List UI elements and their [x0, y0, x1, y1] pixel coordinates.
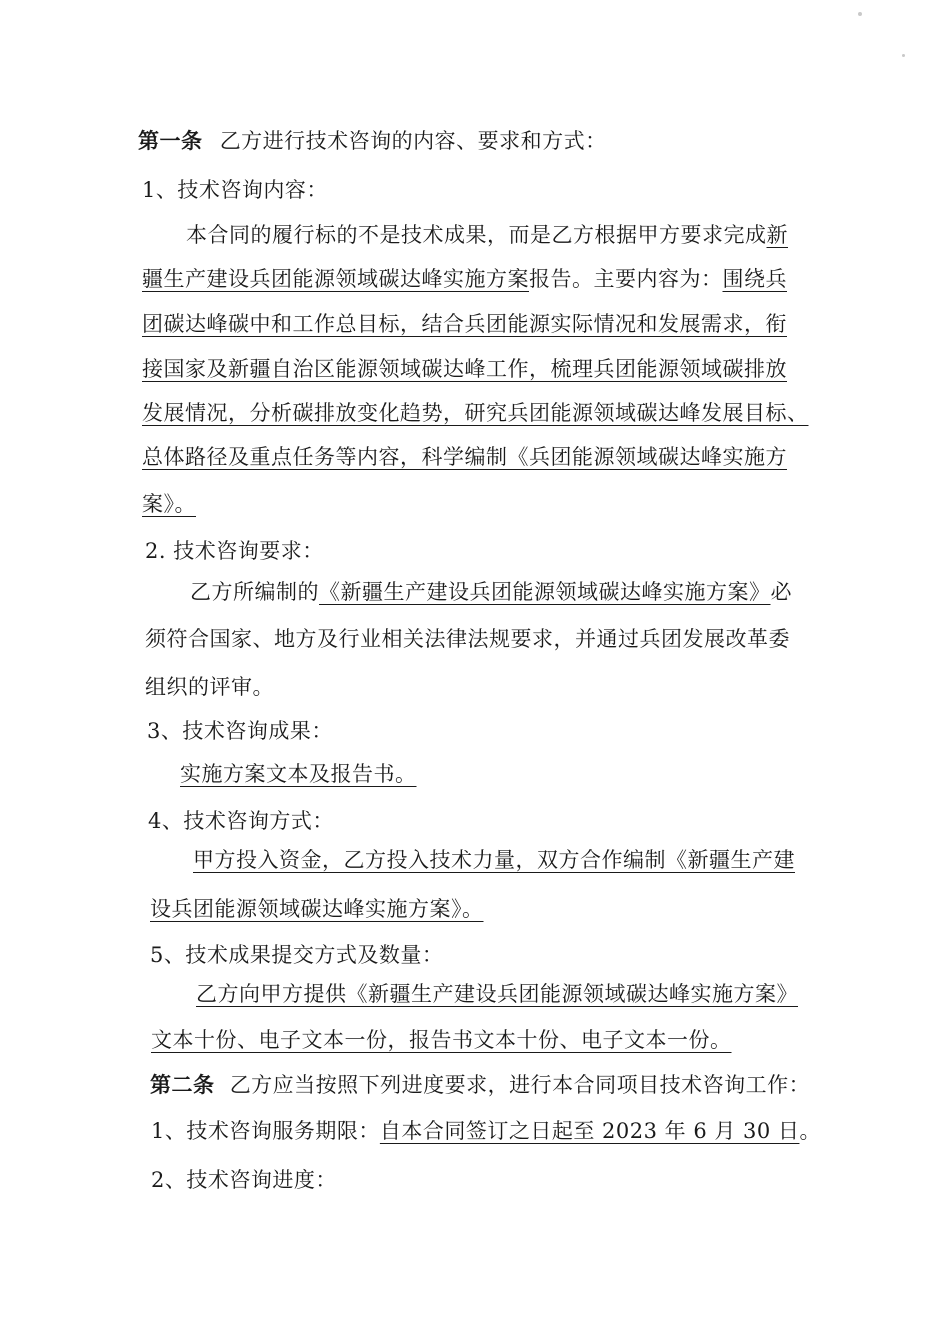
article-2-title: 乙方应当按照下列进度要求，进行本合同项目技术咨询工作： [229, 1073, 811, 1097]
item-3-paragraph-line: 实施方案文本及报告书。 [180, 762, 417, 786]
article-2-heading [150, 1071, 810, 1099]
item-1-paragraph-line: 团碳达峰碳中和工作总目标，结合兵团能源实际情况和发展需求，衔 [142, 312, 787, 336]
item-1-underlined-text: 围绕兵 [722, 267, 787, 291]
item-2-underlined-text: 《新疆生产建设兵团能源领域碳达峰实施方案》 [319, 580, 771, 604]
item-2-text: 必 [770, 580, 792, 604]
item-1-paragraph-line [142, 265, 787, 293]
item-2-heading: 2. 技术咨询要求： [145, 539, 324, 563]
item-1-paragraph-line: 案》。 [142, 492, 196, 516]
item-4-heading: 4、技术咨询方式： [148, 809, 334, 833]
schedule-term-label: 1、技术咨询服务期限： [151, 1119, 380, 1143]
item-5-heading: 5、技术成果提交方式及数量： [150, 943, 444, 967]
item-1-paragraph-line: 发展情况，分析碳排放变化趋势，研究兵团能源领域碳达峰发展目标、 [142, 401, 809, 425]
item-2-paragraph-line [190, 578, 792, 606]
item-5-paragraph-line: 乙方向甲方提供《新疆生产建设兵团能源领域碳达峰实施方案》 [196, 982, 798, 1006]
item-4-paragraph-line: 甲方投入资金，乙方投入技术力量，双方合作编制《新疆生产建 [193, 848, 795, 872]
schedule-term-value: 自本合同签订之日起至 2023 年 6 月 30 日 [379, 1119, 800, 1143]
item-2-paragraph-line: 须符合国家、地方及行业相关法律法规要求，并通过兵团发展改革委 [145, 627, 790, 651]
article-1-label: 第一条 [138, 128, 203, 153]
item-1-heading: 1、技术咨询内容： [142, 178, 328, 202]
article-2-label: 第二条 [150, 1072, 215, 1097]
item-1-underlined-text: 新 [766, 223, 788, 247]
article-1-title: 乙方进行技术咨询的内容、要求和方式： [219, 129, 607, 153]
scan-speck [858, 12, 862, 16]
item-5-paragraph-line: 文本十份、电子文本一份，报告书文本十份、电子文本一份。 [151, 1028, 732, 1052]
schedule-progress-heading: 2、技术咨询进度： [151, 1168, 337, 1192]
item-2-text: 乙方所编制的 [190, 580, 319, 604]
item-1-text: 本合同的履行标的不是技术成果，而是乙方根据甲方要求完成 [186, 223, 767, 247]
item-1-paragraph-line [186, 221, 788, 249]
item-1-underlined-text: 疆生产建设兵团能源领域碳达峰实施方案 [142, 267, 529, 291]
item-1-text: 报告。主要内容为： [529, 267, 723, 291]
schedule-term-end: 。 [799, 1119, 821, 1143]
article-1-heading [138, 127, 607, 155]
schedule-term-line [151, 1117, 821, 1145]
item-2-paragraph-line: 组织的评审。 [145, 675, 274, 699]
item-3-heading: 3、技术咨询成果： [147, 719, 333, 743]
scan-speck [902, 54, 905, 57]
item-4-paragraph-line: 设兵团能源领域碳达峰实施方案》。 [150, 897, 484, 921]
item-1-paragraph-line: 接国家及新疆自治区能源领域碳达峰工作，梳理兵团能源领域碳排放 [142, 357, 787, 381]
item-1-paragraph-line: 总体路径及重点任务等内容，科学编制《兵团能源领域碳达峰实施方 [142, 445, 787, 469]
